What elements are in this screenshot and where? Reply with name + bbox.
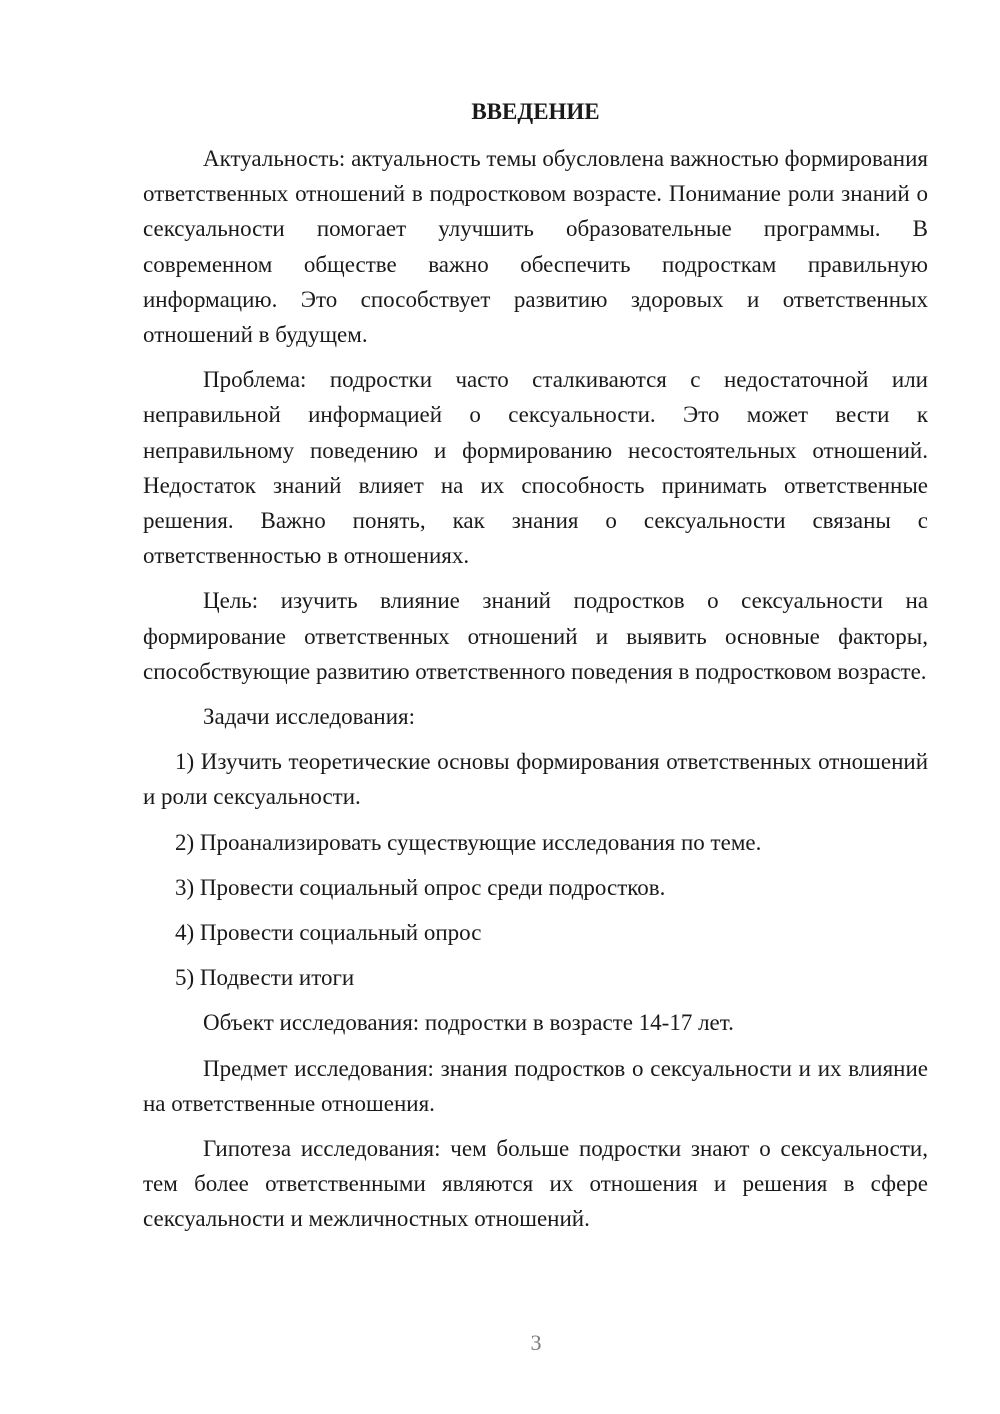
task-item-1: 1) Изучить теоретические основы формирования ответственных отношений и роли сексуальности. bbox=[143, 749, 928, 810]
paragraph-object: Объект исследования: подростки в возрасте 14-17 лет. bbox=[203, 1010, 734, 1036]
paragraph-relevance: Актуальность: актуальность темы обусловлена важностью формирования ответственных отношений в подростковом возрасте. Понимание роли знаний о сексуальности помогает улучшить образовательные программы. В современном обществе важно обеспечить подросткам правильную информацию. Это способствует развитию здоровых и ответственных отношений в будущем. bbox=[143, 146, 928, 348]
page-number: 3 bbox=[530, 1330, 542, 1355]
task-item-3: 3) Провести социальный опрос среди подростков. bbox=[175, 874, 666, 900]
tasks-heading: Задачи исследования: bbox=[203, 704, 416, 730]
paragraph-hypothesis: Гипотеза исследования: чем больше подростки знают о сексуальности, тем более ответственными являются их отношения и решения в сфере сексуальности и межличностных отношений. bbox=[143, 1136, 928, 1232]
task-item-2: 2) Проанализировать существующие исследования по теме. bbox=[175, 829, 762, 855]
task-item-5: 5) Подвести итоги bbox=[175, 965, 355, 991]
paragraph-subject: Предмет исследования: знания подростков о сексуальности и их влияние на ответственные отношения. bbox=[143, 1055, 928, 1116]
task-item-4: 4) Провести социальный опрос bbox=[175, 920, 482, 946]
paragraph-problem: Проблема: подростки часто сталкиваются с недостаточной или неправильной информацией о сексуальности. Это может вести к неправильному поведению и формированию несостоятельных отношений. Недостаток знаний влияет на их способность принимать ответственные решения. Важно понять, как знания о сексуальности связаны с ответственностью в отношениях. bbox=[143, 367, 928, 569]
document-body bbox=[143, 94, 928, 1247]
page-title: ВВЕДЕНИЕ bbox=[471, 99, 600, 124]
paragraph-goal: Цель: изучить влияние знаний подростков о сексуальности на формирование ответственных отношений и выявить основные факторы, способствующие развитию ответственного поведения в подростковом возрасте. bbox=[143, 588, 928, 684]
